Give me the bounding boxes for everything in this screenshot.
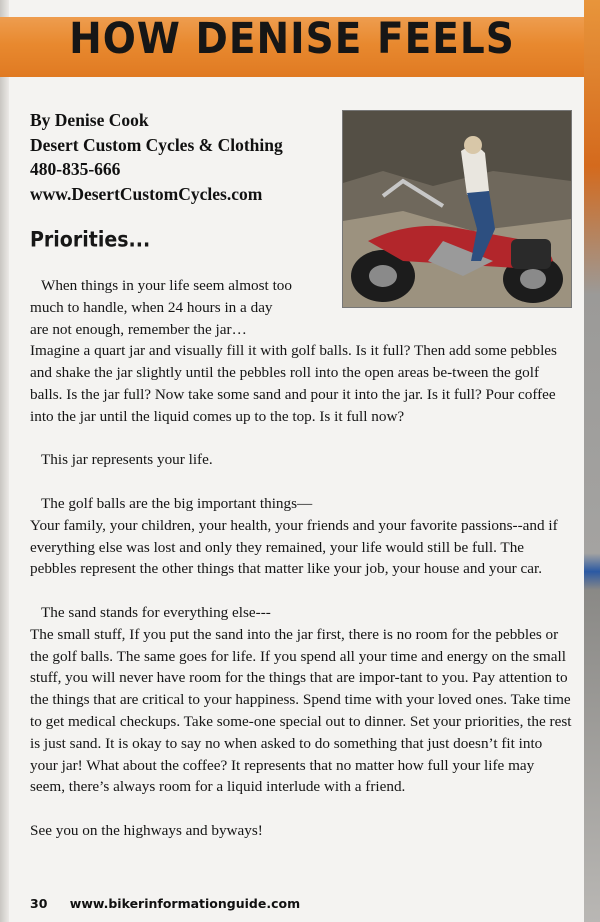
page-footer [30, 896, 300, 911]
footer-site-link[interactable]: www.bikerinformationguide.com [69, 896, 301, 911]
closing-line: See you on the highways and byways! [30, 821, 263, 839]
article-heading: Priorities... [30, 227, 151, 253]
paragraph-sand: The small stuff, If you put the sand into the jar first, there is no room for the pebbles or the golf balls. The same goes for life. If you spend all your time and energy on the small stuff, you will never have room for the things that are impor-tant to you. Pay attention to the things that are critical to your happiness. Spend time with your loved ones. Take time to get medical checkups. Take some-one special out to dinner. Set your priorities, the rest is just sand. It is okay to say no when asked to do something that just doesn’t fit into your jar! What about the coffee? It represents that no matter how full your life may seem, there’s always room for a liquid interlude with a friend. [30, 625, 572, 796]
article-body [30, 275, 573, 842]
author-byline [30, 108, 340, 206]
page-number: 30 [30, 896, 48, 911]
paragraph-sand-lead: The sand stands for everything else--- [41, 603, 271, 621]
page-title: HOW DENISE FEELS [69, 14, 515, 65]
intro-line-2: much to handle, when 24 hours in a day [30, 298, 273, 316]
author-name: By Denise Cook [30, 110, 149, 130]
intro-line-3: are not enough, remember the jar… [30, 320, 247, 338]
page-gutter [0, 0, 9, 922]
phone-number: 480-835-666 [30, 159, 121, 179]
paragraph-jar: Imagine a quart jar and visually fill it with golf balls. Is it full? Then add some pebbles and shake the jar slightly until the pebbles roll into the open areas be-tween the golf balls. Is the jar full? Now take some sand and pour it into the jar. Is it full? Pour coffee into the jar until the liquid comes up to the top. Is it full now? [30, 342, 557, 425]
website-link[interactable]: www.DesertCustomCycles.com [30, 183, 263, 204]
paragraph-golf-lead: The golf balls are the big important things— [41, 494, 313, 512]
page-edge-strip [584, 0, 600, 922]
company-name: Desert Custom Cycles & Clothing [30, 134, 283, 155]
intro-line-1: When things in your life seem almost too [41, 277, 292, 294]
paragraph-represents: This jar represents your life. [41, 451, 213, 469]
paragraph-golf: Your family, your children, your health, your friends and your favorite passions--and if everything else was lost and only they remained, your life would still be full. The pebbles represent the other things that matter like your job, your house and your car. [30, 516, 558, 578]
